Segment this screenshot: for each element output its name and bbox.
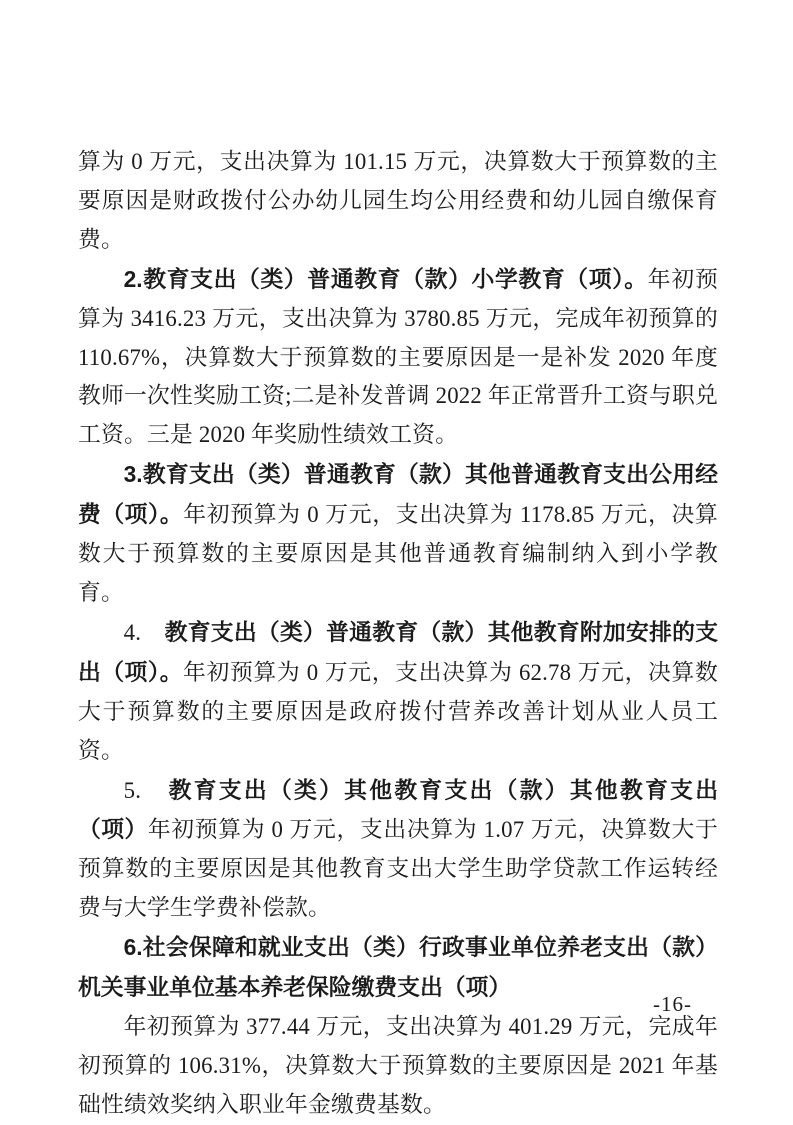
text-run-bold: 教育支出（类）普通教育（款）其他教育附加安排的支出（项）。 — [78, 618, 719, 685]
text-run: 年初预算为 0 万元，支出决算为 1.07 万元，决算数大于预算数的主要原因是其他教育支出大学生助学贷款工作运转经费与大学生学费补偿款。 — [78, 817, 718, 921]
text-run: 5. — [123, 777, 169, 803]
text-run: 年初预算为 3416.23 万元，支出决算为 3780.85 万元，完成年初预算的 110.67%，决算数大于预算数的主要原因是一是补发 2020 年度教师一次性奖励工资;二是补发普调 2022 年正常晋升工资与职兑工资。三是 2020 年奖励性绩效工资。 — [78, 266, 718, 448]
para-item-2 — [78, 260, 718, 456]
text-run: 年初预算为 377.44 万元，支出决算为 401.29 万元，完成年初预算的 106.31%，决算数大于预算数的主要原因是 2021 年基础性绩效奖纳入职业年金缴费基数。 — [78, 1013, 718, 1117]
text-run-bold: 3.教育支出（类）普通教育（款）其他普通教育支出公用经费（项）。 — [78, 461, 718, 528]
text-run-bold: 教育支出（类）其他教育支出（款）其他教育支出（项） — [78, 776, 719, 843]
para-item-3 — [78, 455, 718, 613]
text-run-bold: 6.社会保障和就业支出（类）行政事业单位养老支出（款）机关事业单位基本养老保险缴费支出（项） — [78, 934, 718, 1001]
para-item-6-heading — [78, 928, 718, 1008]
para-item-5 — [78, 771, 718, 929]
para-item-6-body — [78, 1008, 718, 1125]
document-body — [78, 143, 718, 1125]
text-run: 算为 0 万元，支出决算为 101.15 万元，决算数大于预算数的主要原因是财政拨付公办幼儿园生均公用经费和幼儿园自缴保育费。 — [78, 149, 718, 252]
para-continuation-item-1 — [78, 143, 718, 260]
page-number: -16- — [653, 992, 692, 1016]
para-item-4 — [78, 613, 718, 771]
text-run: 4. — [123, 619, 165, 645]
text-run: 年初预算为 0 万元，支出决算为 1178.85 万元，决算数大于预算数的主要原因是其他普通教育编制纳入到小学教育。 — [78, 502, 718, 605]
text-run: 年初预算为 0 万元，支出决算为 62.78 万元，决算数大于预算数的主要原因是政府拨付营养改善计划从业人员工资。 — [78, 659, 718, 763]
text-run-bold: 2.教育支出（类）普通教育（款）小学教育（项）。 — [123, 265, 648, 292]
